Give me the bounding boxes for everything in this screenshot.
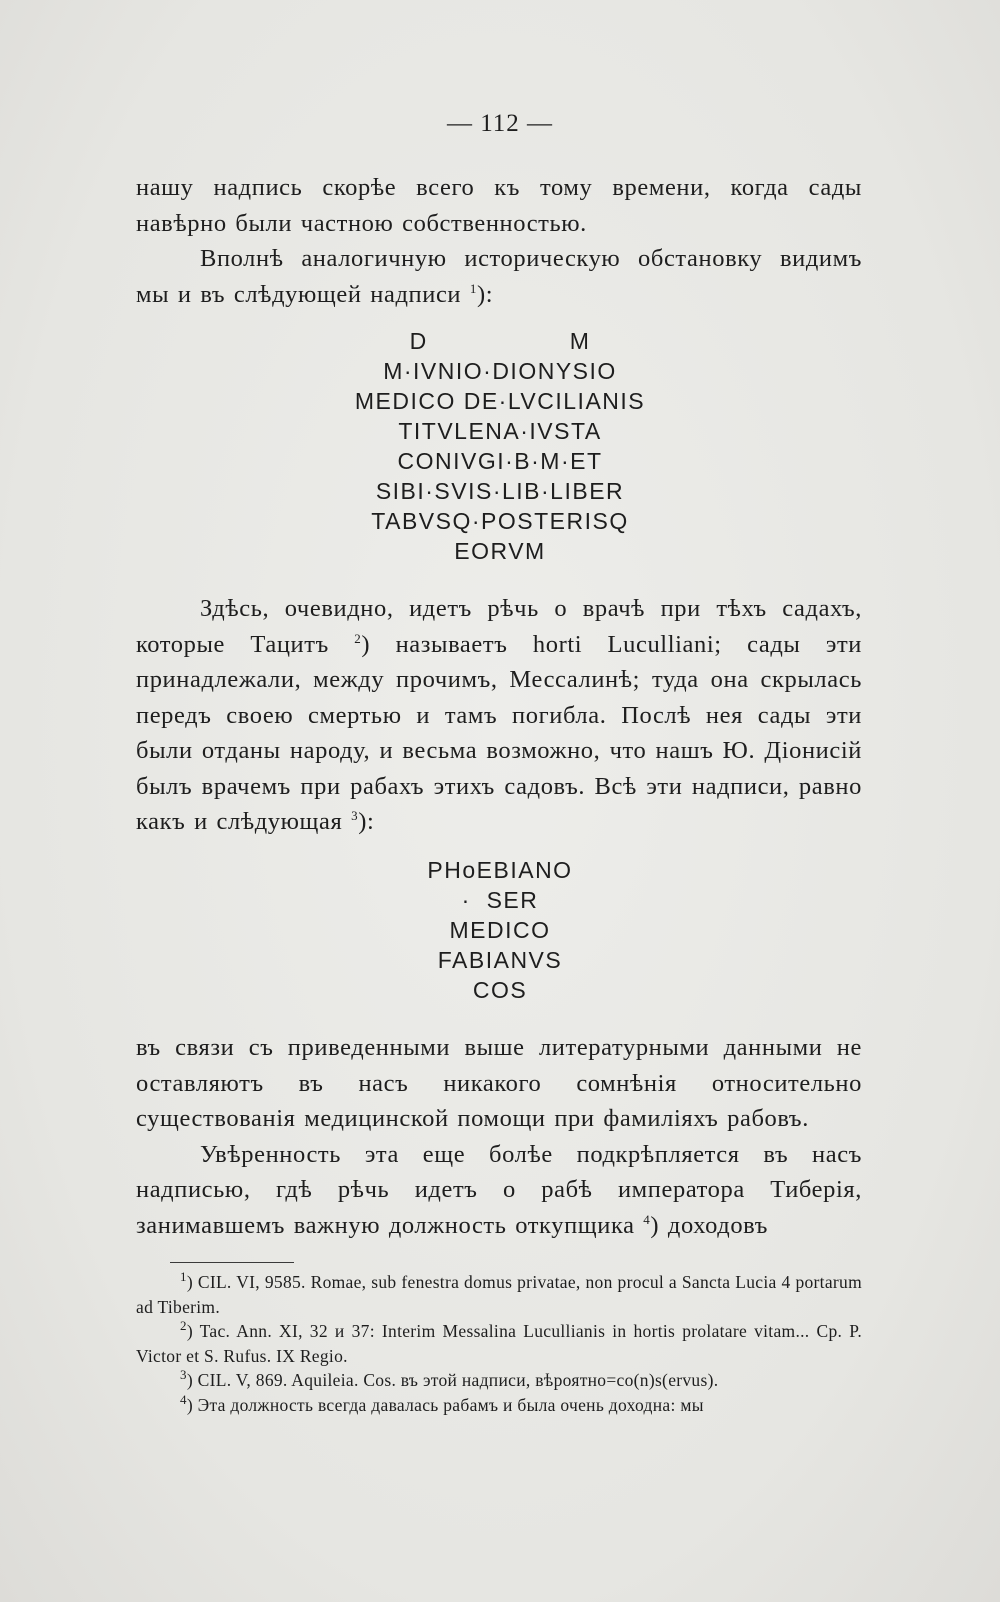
inscription-2-line: MEDICO [449, 917, 551, 943]
inscription-1-line: MEDICO DE·LVCILIANIS [354, 388, 646, 414]
inscription-2-line: FABIANVS [437, 947, 563, 973]
footnote-1-text: ) CIL. VI, 9585. Romae, sub fenestra domus privatae, non procul a Sancta Lucia 4 portarum ad Tiberim. [136, 1272, 862, 1317]
paragraph-2 [136, 241, 862, 312]
latin-inscription-2 [0, 855, 1000, 1005]
paragraph-5-part-2: ) доходовъ [650, 1211, 768, 1239]
inscription-1-line: TITVLENA·IVSTA [398, 418, 602, 444]
footnote-4-marker: 4 [180, 1391, 187, 1407]
inscription-2-line: COS [472, 977, 528, 1003]
paragraph-5-text [136, 1137, 862, 1244]
footnotes [136, 1270, 862, 1417]
footnote-1-marker: 1 [180, 1269, 187, 1285]
paragraph-4 [136, 1030, 862, 1243]
page-number: — 112 — [446, 110, 554, 137]
footnote-3-text: ) CIL. V, 869. Aquileia. Cos. въ этой надписи, вѣроятно=co(n)s(ervus). [186, 1370, 719, 1390]
footnote-4-text: ) Эта должность всегда давалась рабамъ и была очень доходна: мы [186, 1394, 704, 1415]
footnote-2-text: ) Tac. Ann. XI, 32 и 37: Interim Messalina Lucullianis in hortis prolatare vitam... Ср. P. Victor et S. Rufus. IX Regio. [136, 1321, 862, 1366]
footnote-3-marker: 3 [180, 1367, 187, 1383]
paragraph-2-tail: ): [476, 280, 494, 308]
paragraph-2-text [136, 241, 862, 312]
inscription-1-line: TABVSQ·POSTERISQ [371, 508, 629, 534]
footnote-2-marker: 2 [180, 1318, 187, 1334]
paragraph-3 [136, 591, 862, 840]
paragraph-3-part-3: ): [358, 808, 375, 835]
inscription-2-line: PHoEBIANO [427, 857, 573, 883]
footnote-ref-1: 1 [469, 280, 477, 296]
footnote-ref-3: 3 [351, 807, 359, 823]
paragraph-3-part-1: Здѣсь, очевидно, идетъ рѣчь о врачѣ при тѣхъ садахъ, которые Тацитъ [136, 595, 862, 658]
footnote-ref-2: 2 [354, 630, 362, 646]
paragraph-3-text [136, 591, 862, 840]
inscription-2-line: · SER [461, 887, 539, 913]
paragraph-2-body: Вполнѣ аналогичную историческую обстановку видимъ мы и въ слѣдующей надписи [136, 245, 862, 308]
paragraph-1 [136, 170, 862, 241]
latin-inscription-1 [0, 326, 1000, 566]
paragraph-1-text: нашу надпись скорѣе всего къ тому времени, когда сады навѣрно были частною собственностью. [136, 174, 862, 237]
footnote-divider [170, 1262, 294, 1263]
paragraph-3-part-2: ) называетъ horti Luculliani; сады эти принадлежали, между прочимъ, Мессалинѣ; туда она скрылась передъ своею смертью и тамъ погибла. Послѣ нея сады эти были отданы народу, и весьма возможно, что нашъ Ю. Діонисій былъ врачемъ при рабахъ этихъ садовъ. Всѣ эти надписи, равно какъ и слѣдующая [136, 630, 862, 835]
inscription-1-line: CONIVGI·B·M·ET [397, 448, 603, 474]
footnote-1 [136, 1270, 862, 1319]
paragraph-4-text: въ связи съ приведенными выше литературными данными не оставляютъ въ насъ никакого сомнѣнія относительно существованія медицинской помощи при фамиліяхъ рабовъ. [136, 1034, 862, 1132]
paragraph-5-part-1: Увѣренность эта еще болѣе подкрѣпляется въ насъ надписью, гдѣ рѣчь идетъ о рабѣ императора Тиберія, занимавшемъ важную должность откупщика [136, 1140, 862, 1239]
inscription-1-line: EORVM [454, 538, 546, 564]
inscription-1-line: M·IVNIO·DIONYSIO [383, 358, 617, 384]
footnote-4 [136, 1393, 862, 1418]
footnote-ref-4: 4 [643, 1211, 651, 1227]
inscription-1-line: D M [409, 328, 591, 354]
footnote-3 [136, 1368, 862, 1393]
footnote-2 [136, 1319, 862, 1368]
inscription-1-line: SIBI·SVIS·LIB·LIBER [375, 478, 625, 504]
